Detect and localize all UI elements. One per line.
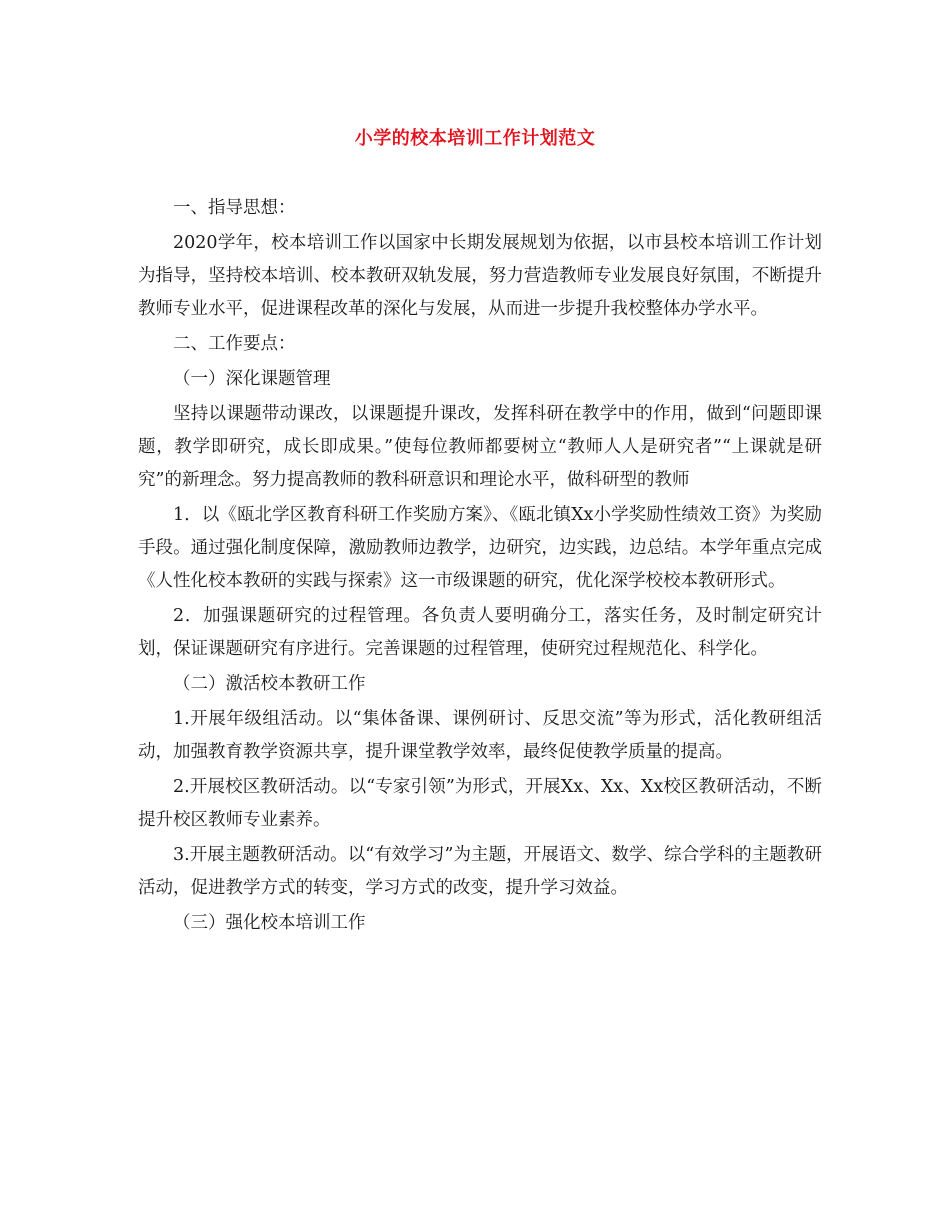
section-heading-guiding-thought: 一、指导思想： (173, 198, 296, 218)
subheading-deepen-topic-management: （一）深化课题管理 (173, 369, 331, 389)
paragraph-guiding-thought: 2020学年，校本培训工作以国家中长期发展规划为依据，以市县校本培训工作计划为指导，坚持校本培训、校本教研双轨发展，努力营造教师专业发展良好氛围，不断提升教师专业水平，促进课程改革的深化与发展，从而进一步提升我校整体办学水平。 (138, 233, 822, 319)
list-item-research-2: 2.开展校区教研活动。以“专家引领”为形式，开展Xx、Xx、Xx校区教研活动，不断提升校区教师专业素养。 (138, 777, 822, 830)
list-item-research-1: 1.开展年级组活动。以“集体备课、课例研讨、反思交流”等为形式，活化教研组活动，加强教育教学资源共享，提升课堂教学效率，最终促使教学质量的提高。 (138, 709, 822, 762)
document-body (138, 192, 822, 942)
section-heading-work-points: 二、工作要点： (173, 334, 296, 354)
paragraph-topic-management: 坚持以课题带动课改，以课题提升课改，发挥科研在教学中的作用，做到“问题即课题，教学即研究，成长即成果。”使每位教师都要树立“教师人人是研究者”“上课就是研究”的新理念。努力提高教师的教科研意识和理论水平，做科研型的教师 (138, 404, 822, 490)
subheading-activate-teaching-research: （二）激活校本教研工作 (173, 674, 366, 694)
list-item-research-3: 3.开展主题教研活动。以“有效学习”为主题，开展语文、数学、综合学科的主题教研活动，促进教学方式的转变，学习方式的改变，提升学习效益。 (138, 845, 822, 898)
document-title: 小学的校本培训工作计划范文 (354, 128, 596, 149)
list-item-topic-2: 2．加强课题研究的过程管理。各负责人要明确分工，落实任务，及时制定研究计划，保证课题研究有序进行。完善课题的过程管理，使研究过程规范化、科学化。 (138, 606, 822, 659)
list-item-topic-1: 1．以《瓯北学区教育科研工作奖励方案》、《瓯北镇Xx小学奖励性绩效工资》为奖励手段。通过强化制度保障，激励教师边教学，边研究，边实践，边总结。本学年重点完成《人性化校本教研的实践与探索》这一市级课题的研究，优化深学校校本教研形式。 (138, 505, 822, 591)
subheading-strengthen-training: （三）强化校本培训工作 (173, 913, 366, 933)
